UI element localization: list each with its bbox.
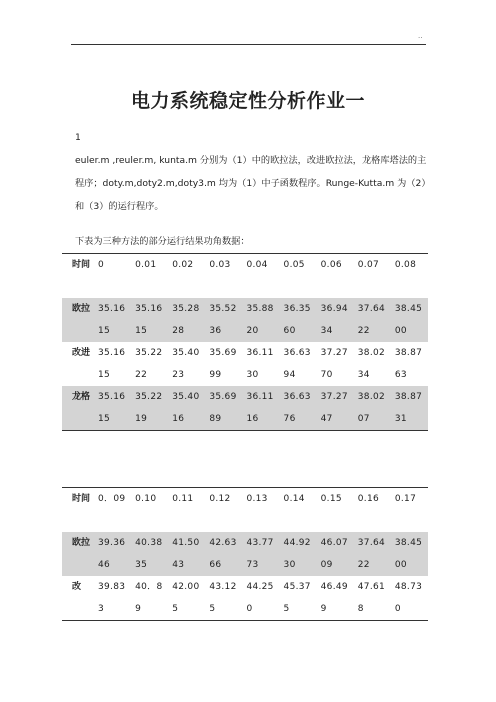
section-number: 1 — [75, 132, 81, 143]
table-row — [62, 386, 428, 431]
column-header: 0.08 — [394, 260, 417, 270]
table-cell: 38.0207 — [354, 386, 391, 431]
table-cell: 40.3835 — [131, 532, 168, 576]
table-cell: 35.2828 — [168, 298, 205, 342]
table-cell: 38.8731 — [391, 386, 428, 431]
column-header: 0.04 — [246, 260, 268, 270]
column-header: 0.02 — [172, 260, 194, 270]
table-row — [62, 532, 428, 576]
column-header: 0.13 — [246, 494, 268, 504]
row-label: 时间 — [72, 260, 91, 270]
row-label: 时间 — [72, 494, 91, 504]
table-cell: 38.4500 — [391, 298, 428, 342]
column-header: 0.07 — [357, 260, 380, 270]
power-angle-table-1 — [62, 253, 428, 431]
column-header: 0.01 — [135, 260, 157, 270]
document-title: 电力系统稳定性分析作业一 — [130, 90, 365, 112]
table-cell: 35.4016 — [168, 386, 205, 431]
table-cell: 35.1615 — [94, 386, 131, 431]
table-cell: 42.005 — [172, 582, 200, 614]
table-row — [62, 576, 428, 621]
column-header: 0.16 — [357, 494, 380, 504]
column-header: 0.06 — [320, 260, 342, 270]
table-caption: 下表为三种方法的部分运行结果功角数据： — [75, 236, 250, 247]
table-cell: 37.2747 — [317, 386, 354, 431]
table-cell: 39.3646 — [94, 532, 131, 576]
column-header: 0.10 — [135, 494, 157, 504]
table-cell: 42.6366 — [205, 532, 242, 576]
column-header: 0.11 — [172, 494, 194, 504]
table-cell: 35.2222 — [135, 348, 163, 380]
table-header-row — [62, 488, 428, 533]
header-mark: .. — [418, 32, 423, 40]
table-row — [62, 298, 428, 342]
table-cell: 40．89 — [135, 582, 163, 614]
table-cell: 35.1615 — [94, 298, 131, 342]
table-cell: 41.5043 — [168, 532, 205, 576]
table-cell: 48.730 — [394, 582, 423, 614]
table-cell: 47.618 — [357, 582, 386, 614]
table-cell: 37.2770 — [320, 348, 348, 380]
table-cell: 38.0234 — [357, 348, 386, 380]
table-cell: 44.9230 — [280, 532, 317, 576]
column-header: 0．09 — [98, 494, 126, 504]
table-cell: 35.5236 — [205, 298, 242, 342]
row-label: 改 — [72, 582, 82, 592]
table-cell: 43.7773 — [242, 532, 279, 576]
table-cell: 35.1615 — [98, 348, 126, 380]
table-cell: 46.499 — [320, 582, 348, 614]
table-cell: 36.6394 — [283, 348, 311, 380]
row-label: 欧拉 — [62, 532, 94, 576]
section-paragraph: euler.m ,reuler.m, kunta.m 分别为（1）中的欧拉法，改进欧拉法，龙格库塔法的主程序；doty.m,doty2.m,doty3.m 均为（1）中子函数程序。Runge-Kutta.m 为（2）和（3）的运行程序。 — [75, 155, 431, 212]
table-cell: 36.1130 — [246, 348, 274, 380]
table-cell: 35.4023 — [172, 348, 200, 380]
header-rule — [71, 44, 426, 45]
table-cell: 35.2219 — [131, 386, 168, 431]
table-cell: 37.6422 — [354, 532, 391, 576]
column-header: 0.05 — [283, 260, 305, 270]
table-cell: 35.8820 — [242, 298, 279, 342]
column-header: 0.12 — [209, 494, 231, 504]
column-header: 0.14 — [283, 494, 305, 504]
table-cell: 36.1116 — [242, 386, 279, 431]
row-label: 改进 — [72, 348, 91, 358]
row-label: 龙格 — [62, 386, 94, 431]
table-cell: 37.6422 — [354, 298, 391, 342]
table-cell: 46.0709 — [317, 532, 354, 576]
column-header: 0 — [98, 260, 105, 270]
table-cell: 38.4500 — [391, 532, 428, 576]
table-cell: 43.125 — [209, 582, 237, 614]
table-cell: 35.6989 — [205, 386, 242, 431]
row-label: 欧拉 — [62, 298, 94, 342]
table-cell: 35.1615 — [131, 298, 168, 342]
table-header-row — [62, 254, 428, 299]
table-cell: 39.833 — [98, 582, 126, 614]
table-cell: 36.3560 — [280, 298, 317, 342]
power-angle-table-2 — [62, 487, 428, 621]
column-header: 0.17 — [394, 494, 417, 504]
column-header: 0.03 — [209, 260, 231, 270]
table-cell: 35.6999 — [209, 348, 237, 380]
table-cell: 44.250 — [246, 582, 274, 614]
table-cell: 45.375 — [283, 582, 311, 614]
table-cell: 36.6376 — [280, 386, 317, 431]
column-header: 0.15 — [320, 494, 342, 504]
table-row — [62, 342, 428, 386]
table-cell: 36.9434 — [317, 298, 354, 342]
table-cell: 38.8763 — [394, 348, 423, 380]
